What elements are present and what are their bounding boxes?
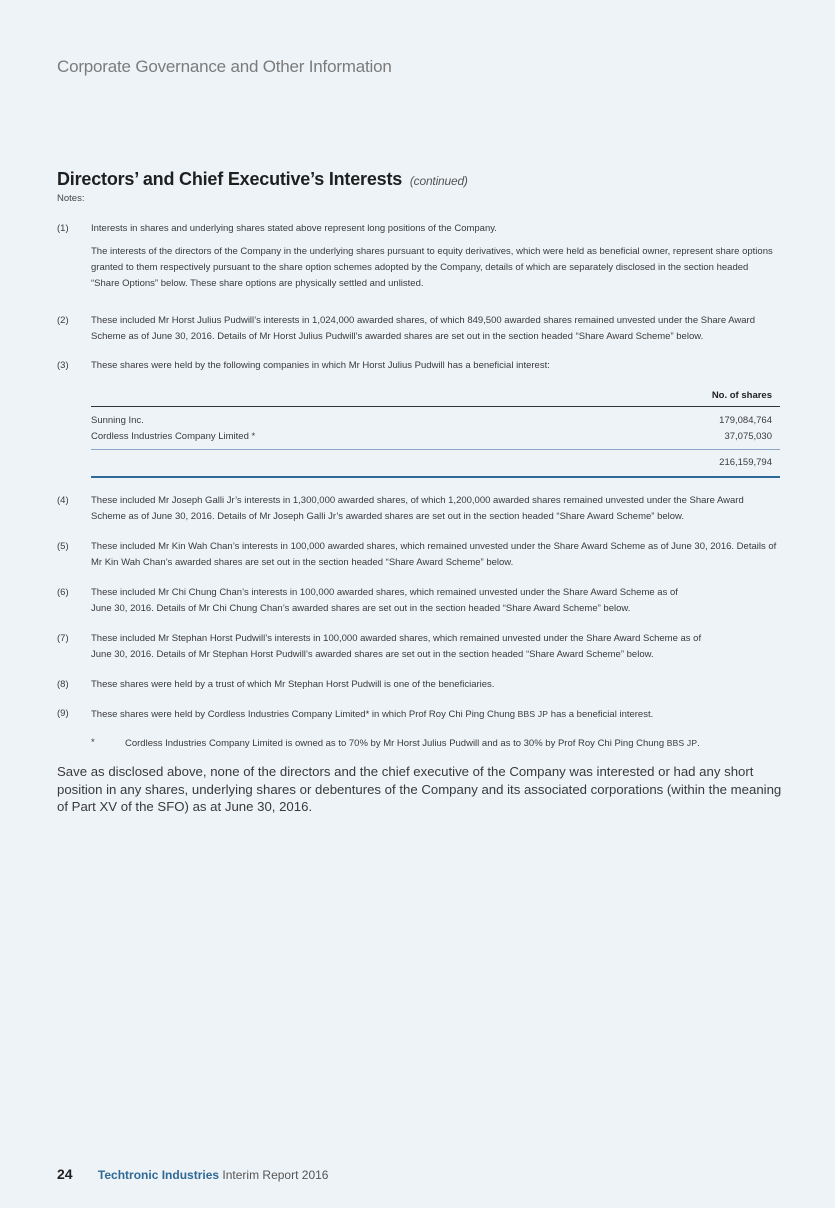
note-7 — [57, 631, 779, 663]
note-6 — [57, 585, 779, 617]
note-1 — [57, 221, 779, 292]
note-text: These shares were held by Cordless Industries Company Limited* in which Prof Roy Chi Ping Chung — [91, 709, 516, 720]
note-2 — [57, 313, 779, 345]
note-text: These included Mr Joseph Galli Jr’s interests in 1,300,000 awarded shares, of which 1,200,000 awarded shares remained unvested under the Share Award Scheme as of June 30, 2016. Details of Mr Joseph Galli Jr’s awarded shares are set out in the section headed “Share Award Scheme” below. — [91, 495, 744, 522]
share-table — [91, 388, 780, 478]
section-title-text: Directors’ and Chief Executive’s Interests — [57, 169, 403, 189]
table-header: No. of shares — [91, 388, 780, 407]
company-name: Sunning Inc. — [91, 415, 144, 426]
note-text: June 30, 2016. Details of Mr Chi Chung Chan’s awarded shares are set out in the section headed “Share Award Scheme” below. — [91, 603, 631, 614]
note-text: These included Mr Horst Julius Pudwill’s interests in 1,024,000 awarded shares, of which 849,500 awarded shares remained unvested under the Share Award Scheme as of June 30, 2016. Details of Mr Horst Julius Pudwill’s awarded shares are set out in the section headed “Share Award Scheme” below. — [91, 315, 755, 342]
company-name: Cordless Industries Company Limited * — [91, 431, 256, 442]
page-number: 24 — [57, 1166, 73, 1182]
footnote-mark: * — [91, 737, 95, 748]
note-number: (7) — [57, 633, 69, 644]
company-name-footer: Techtronic Industries — [97, 1168, 220, 1182]
running-header: Corporate Governance and Other Information — [57, 57, 392, 76]
note-text: June 30, 2016. Details of Mr Stephan Horst Pudwill’s awarded shares are set out in the section headed “Share Award Scheme” below. — [91, 649, 654, 660]
note-number: (4) — [57, 495, 69, 506]
honorific-title: BBS JP — [517, 709, 549, 719]
share-count: 179,084,764 — [719, 415, 772, 426]
note-text: has a beneficial interest. — [550, 709, 654, 720]
section-title — [57, 169, 468, 190]
note-number: (1) — [57, 223, 69, 234]
table-row — [91, 413, 780, 429]
table-row — [91, 429, 780, 445]
footnote-text-end: . — [697, 738, 700, 749]
closing-paragraph: Save as disclosed above, none of the directors and the chief executive of the Company was interested or had any short position in any shares, underlying shares or debentures of the Company and its associated corporations (within the meaning of Part XV of the SFO) as at June 30, 2016. — [57, 764, 782, 814]
note-text: These included Mr Chi Chung Chan’s interests in 100,000 awarded shares, which remained unvested under the Share Award Scheme as of — [91, 587, 678, 598]
table-total-row — [91, 450, 780, 478]
note-9 — [57, 706, 779, 723]
total-share-count: 216,159,794 — [719, 457, 772, 468]
note-number: (2) — [57, 315, 69, 326]
note-4 — [57, 493, 779, 525]
footnote-text: Cordless Industries Company Limited is owned as to 70% by Mr Horst Julius Pudwill and as to 30% by Prof Roy Chi Ping Chung — [125, 738, 665, 749]
note-3 — [57, 358, 779, 374]
notes-label: Notes: — [57, 193, 85, 204]
note-text: These shares were held by the following companies in which Mr Horst Julius Pudwill has a beneficial interest: — [91, 360, 550, 371]
share-count: 37,075,030 — [724, 431, 772, 442]
continued-label: (continued) — [409, 174, 468, 188]
note-number: (6) — [57, 587, 69, 598]
report-name: Interim Report 2016 — [222, 1168, 329, 1182]
note-8 — [57, 677, 779, 693]
note-number: (5) — [57, 541, 69, 552]
note-number: (3) — [57, 360, 69, 371]
note-text: These included Mr Stephan Horst Pudwill’s interests in 100,000 awarded shares, which remained unvested under the Share Award Scheme as of — [91, 633, 702, 644]
footnote — [91, 735, 781, 752]
note-text: These shares were held by a trust of which Mr Stephan Horst Pudwill is one of the beneficiaries. — [91, 679, 495, 690]
note-text: These included Mr Kin Wah Chan’s interests in 100,000 awarded shares, which remained unvested under the Share Award Scheme as of June 30, 2016. Details of Mr Kin Wah Chan’s awarded shares are set out in the section headed “Share Award Scheme” below. — [91, 541, 777, 568]
note-paragraph: Interests in shares and underlying shares stated above represent long positions of the Company. — [91, 223, 497, 234]
page-footer — [57, 1166, 328, 1182]
note-number: (9) — [57, 708, 69, 719]
note-5 — [57, 539, 779, 571]
honorific-title: BBS JP — [666, 738, 698, 748]
note-paragraph: The interests of the directors of the Company in the underlying shares pursuant to equity derivatives, which were held as beneficial owner, represent share options granted to them respectively pursuant to the share option schemes adopted by the Company, details of which are separately disclosed in the section headed “Share Options” below. These share options are physically settled and unlisted. — [91, 246, 773, 289]
note-number: (8) — [57, 679, 69, 690]
